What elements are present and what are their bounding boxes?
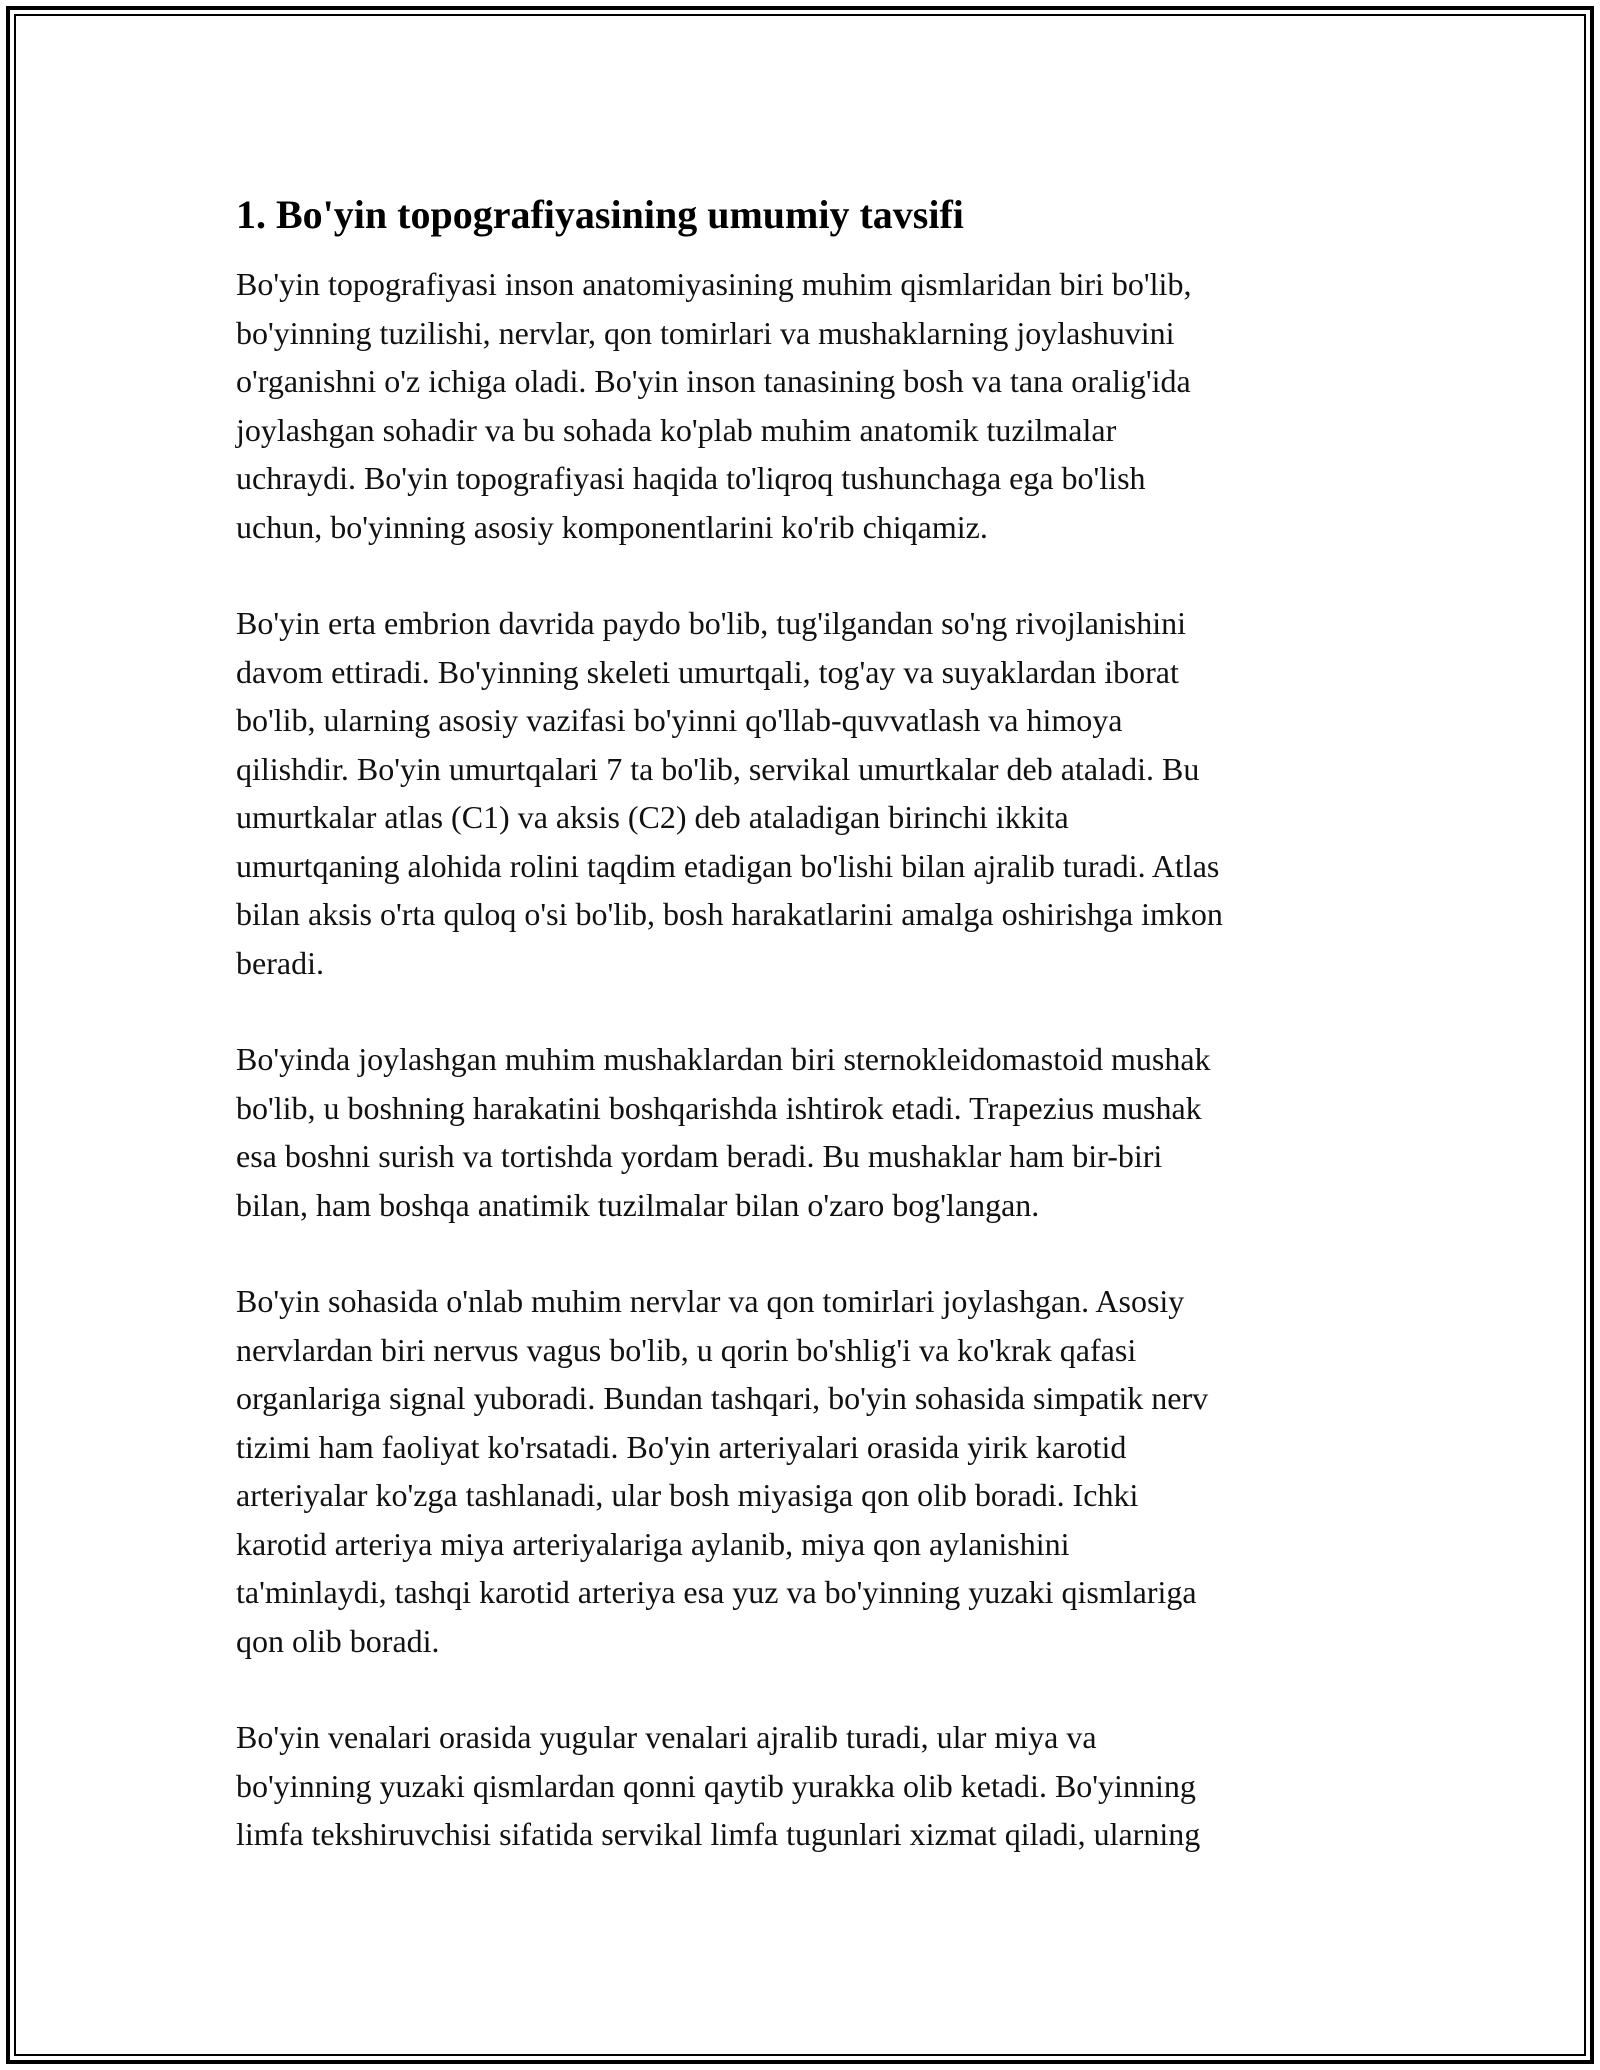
text-line: limfa tekshiruvchisi sifatida servikal limfa tugunlari xizmat qiladi, ularning — [236, 1816, 1201, 1852]
text-line: bilan, ham boshqa anatimik tuzilmalar bilan o'zaro bog'langan. — [236, 1186, 1040, 1223]
text-line: bo'lib, ularning asosiy vazifasi bo'yinni qo'llab-quvvatlash va himoya — [236, 702, 1123, 738]
text-line: Bo'yin topografiyasi inson anatomiyasining muhim qismlaridan biri bo'lib, — [236, 266, 1192, 302]
text-line: nervlardan biri nervus vagus bo'lib, u qorin bo'shlig'i va ko'krak qafasi — [236, 1331, 1137, 1368]
text-line: uchun, bo'yinning asosiy komponentlarini ko'rib chiqamiz. — [236, 508, 988, 545]
body-paragraph — [236, 260, 1386, 551]
text-line: qilishdir. Bo'yin umurtqalari 7 ta bo'lib, servikal umurtkalar deb ataladi. Bu — [236, 750, 1200, 787]
body-paragraph — [236, 599, 1386, 987]
text-line: ta'minlaydi, tashqi karotid arteriya esa yuz va bo'yinning yuzaki qismlariga — [236, 1574, 1197, 1610]
text-line: joylashgan sohadir va bu sohada ko'plab muhim anatomik tuzilmalar — [236, 411, 1117, 448]
text-line: davom ettiradi. Bo'yinning skeleti umurtqali, tog'ay va suyaklardan iborat — [236, 653, 1179, 690]
paragraph-list — [236, 260, 1386, 1859]
text-line: bo'yinning tuzilishi, nervlar, qon tomirlari va mushaklarning joylashuvini — [236, 314, 1175, 351]
text-line: bo'yinning yuzaki qismlardan qonni qaytib yurakka olib ketadi. Bo'yinning — [236, 1767, 1196, 1804]
text-line: Bo'yin erta embrion davrida paydo bo'lib, tug'ilgandan so'ng rivojlanishini — [236, 605, 1187, 641]
body-paragraph — [236, 1035, 1386, 1229]
text-line: Bo'yin venalari orasida yugular venalari ajralib turadi, ular miya va — [236, 1719, 1097, 1755]
document-body — [236, 188, 1386, 1907]
text-line: umurtqaning alohida rolini taqdim etadigan bo'lishi bilan ajralib turadi. Atlas — [236, 847, 1220, 884]
text-line: uchraydi. Bo'yin topografiyasi haqida to'liqroq tushunchaga ega bo'lish — [236, 460, 1146, 496]
text-line: organlariga signal yuboradi. Bundan tashqari, bo'yin sohasida simpatik nerv — [236, 1380, 1209, 1416]
text-line: Bo'yin sohasida o'nlab muhim nervlar va qon tomirlari joylashgan. Asosiy — [236, 1283, 1185, 1319]
text-line: Bo'yinda joylashgan muhim mushaklardan biri sternokleidomastoid mushak — [236, 1041, 1211, 1077]
text-line: bo'lib, u boshning harakatini boshqarishda ishtirok etadi. Trapezius mushak — [236, 1089, 1202, 1126]
text-line: umurtkalar atlas (C1) va aksis (C2) deb ataladigan birinchi ikkita — [236, 799, 1069, 835]
text-line: bilan aksis o'rta quloq o'si bo'lib, bosh harakatlarini amalga oshirishga imkon — [236, 896, 1223, 932]
text-line: qon olib boradi. — [236, 1622, 440, 1659]
body-paragraph — [236, 1713, 1386, 1859]
body-paragraph — [236, 1277, 1386, 1665]
text-line: esa boshni surish va tortishda yordam beradi. Bu mushaklar ham bir-biri — [236, 1138, 1163, 1174]
text-line: beradi. — [236, 944, 324, 981]
text-line: karotid arteriya miya arteriyalariga aylanib, miya qon aylanishini — [236, 1525, 1070, 1562]
text-line: tizimi ham faoliyat ko'rsatadi. Bo'yin arteriyalari orasida yirik karotid — [236, 1428, 1127, 1465]
text-line: arteriyalar ko'zga tashlanadi, ular bosh miyasiga qon olib boradi. Ichki — [236, 1477, 1139, 1513]
text-line: o'rganishni o'z ichiga oladi. Bo'yin inson tanasining bosh va tana oralig'ida — [236, 363, 1191, 399]
section-heading: 1. Bo'yin topografiyasining umumiy tavsifi — [236, 192, 964, 237]
